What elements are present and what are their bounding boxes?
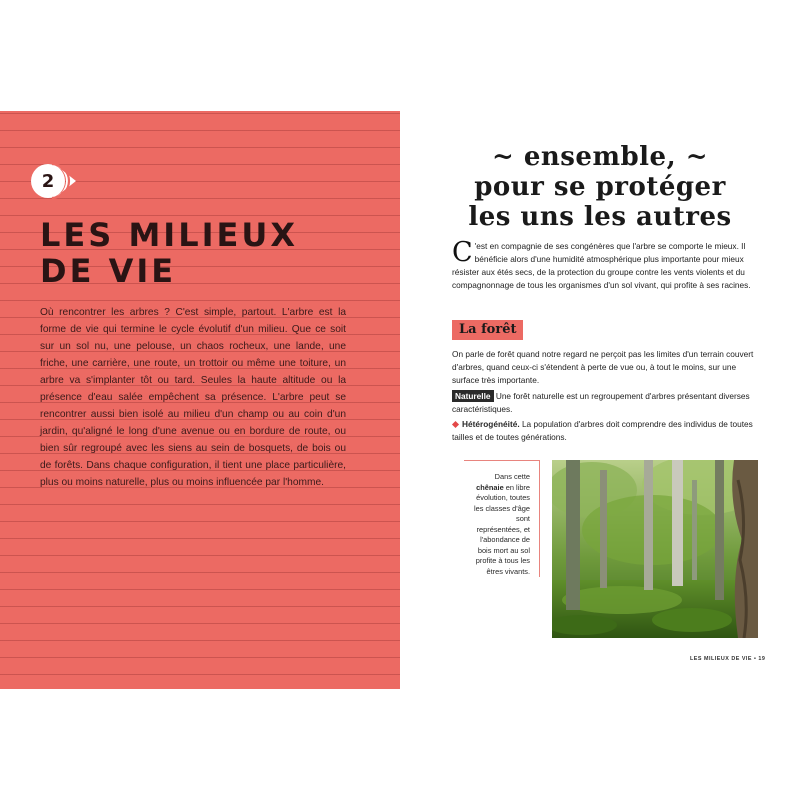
section-title-line-1: ~ ensemble, ~ — [492, 142, 708, 172]
forest-photo-illustration — [552, 460, 758, 638]
chapter-title-line-1: LES MILIEUX — [40, 216, 298, 254]
chapter-title — [40, 217, 298, 289]
naturelle-paragraph — [452, 390, 764, 416]
subsection-heading: La forêt — [452, 320, 523, 340]
drop-cap: C — [452, 237, 473, 268]
chapter-badge — [30, 157, 82, 205]
forest-photo — [552, 460, 758, 638]
diamond-bullet-icon — [452, 421, 459, 428]
naturelle-tag: Naturelle — [452, 390, 494, 402]
section-title-line-2: pour se protéger — [474, 172, 726, 202]
section-title-line-3: les uns les autres — [468, 202, 732, 232]
chapter-intro-text: Où rencontrer les arbres ? C'est simple, partout. L'arbre est la forme de vie qui termine le cycle évolutif d'un milieu. Que ce soit sur un sol nu, une pelouse, un chaos rocheux, une lande, une friche, une carrière, une route, un trottoir ou même une toiture, un arbre va s'implanter tôt ou tard. Seules la haute altitude ou la présence d'eau salée empêchent sa présence. L'arbre peut se rencontrer aussi bien isolé au milieu d'un champ ou au coin d'un jardin, qu'aligné le long d'une avenue ou en bordure de route, ou bien sûr regroupé avec les siens au sein de bosquets, de bois ou de forêts. Dans chaque configuration, il tient une place particulière, plus ou moins naturelle, plus ou moins influencée par l'homme. — [40, 307, 346, 488]
left-page — [0, 111, 400, 689]
chapter-title-line-2: DE VIE — [40, 252, 177, 290]
caption-pre: Dans cette — [494, 472, 530, 481]
subsection-text: On parle de forêt quand notre regard ne perçoit pas les limites d'un terrain couvert d'arbres, quand ceux-ci s'étendent à perte de vue ou, à tout le moins, sur une surface très importante. — [452, 349, 754, 385]
heterogeneite-text: La population d'arbres doit comprendre des individus de toutes tailles et de toutes générations. — [452, 419, 753, 442]
heterogeneite-paragraph — [452, 418, 764, 444]
naturelle-text: Une forêt naturelle est un regroupement d'arbres présentant diverses caractéristiques. — [452, 391, 750, 414]
photo-caption — [470, 472, 530, 577]
intro-paragraph — [452, 237, 764, 292]
caption-post: en libre évolution, toutes les classes d'âge sont représentées, et l'abondance de bois mort au sol profite à tous les êtres vivants. — [473, 482, 530, 576]
caption-bold: chênaie — [476, 482, 504, 492]
page-footer: LES MILIEUX DE VIE • 19 — [690, 656, 766, 662]
chapter-number: 2 — [41, 171, 55, 192]
section-title — [440, 142, 760, 232]
heterogeneite-term: Hétérogénéité. — [462, 419, 520, 429]
intro-text: 'est en compagnie de ses congénères que l'arbre se comporte le mieux. Il bénéficie alors d'une humidité atmosphérique plus importante pour mieux résister aux étés secs, de la protection du groupe contre les vents violents et du compagnonnage de tous les organismes d'un sol vivant, qui profite à ses racines. — [452, 241, 751, 290]
